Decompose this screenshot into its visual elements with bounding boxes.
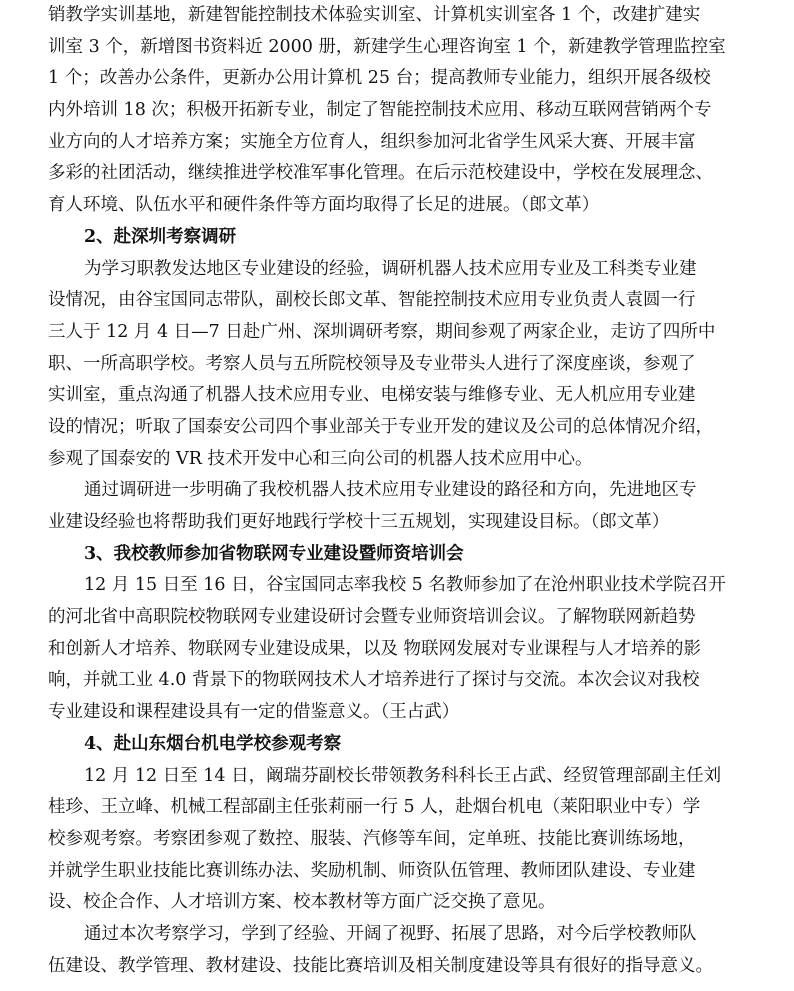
paragraph-line: 响，并就工业 4.0 背景下的物联网技术人才培养进行了探讨与交流。本次会议对我校: [48, 670, 700, 691]
paragraph-line: 为学习职教发达地区专业建设的经验，调研机器人技术应用专业及工科类专业建: [84, 258, 697, 279]
paragraph-line: 内外培训 18 次；积极开拓新专业，制定了智能控制技术应用、移动互联网营销两个专: [48, 100, 712, 121]
paragraph-line: 业建设经验也将帮助我们更好地践行学校十三五规划，实现建设目标。（郎文革）: [48, 512, 670, 532]
paragraph-line: 设的情况；听取了国泰安公司四个事业部关于专业开发的建议及公司的总体情况介绍，: [48, 416, 713, 437]
section-heading: 2、赴深圳考察调研: [84, 226, 237, 247]
paragraph-line: 桂珍、王立峰、机械工程部副主任张莉丽一行 5 人，赴烟台机电（莱阳职业中专）学: [48, 797, 701, 818]
paragraph-line: 实训室，重点沟通了机器人技术应用专业、电梯安装与维修专业、无人机应用专业建: [48, 385, 696, 406]
paragraph-line: 参观了国泰安的 VR 技术开发中心和三向公司的机器人技术应用中心。: [48, 448, 593, 469]
paragraph-line: 设情况，由谷宝国同志带队，副校长郎文革、智能控制技术应用专业负责人袁圆一行: [48, 290, 696, 311]
paragraph-line: 的河北省中高职院校物联网专业建设研讨会暨专业师资培训会议。了解物联网新趋势: [48, 607, 696, 628]
paragraph-line: 多彩的社团活动，继续推进学校准军事化管理。在后示范校建设中，学校在发展理念、: [48, 163, 713, 184]
paragraph-line: 专业建设和课程建设具有一定的借鉴意义。（王占武）: [48, 702, 460, 723]
document-body: [48, 0, 748, 982]
paragraph-line: 训室 3 个，新增图书资料近 2000 册，新建学生心理咨询室 1 个，新建教学管理监控室: [48, 36, 726, 57]
paragraph-line: 职、一所高职学校。考察人员与五所院校领导及专业带头人进行了深度座谈，参观了: [48, 353, 696, 374]
paragraph-line: 12 月 12 日至 14 日，阚瑞芬副校长带领教务科科长王占武、经贸管理部副主任刘: [84, 765, 722, 786]
paragraph-line: 业方向的人才培养方案；实施全方位育人，组织参加河北省学生风采大赛、开展丰富: [48, 131, 696, 152]
paragraph-line: 12 月 15 日至 16 日，谷宝国同志率我校 5 名教师参加了在沧州职业技术学院召开: [84, 575, 726, 596]
paragraph-line: 三人于 12 月 4 日—7 日赴广州、深圳调研考察，期间参观了两家企业，走访了四所中: [48, 321, 716, 342]
paragraph-line: 销教学实训基地，新建智能控制技术体验实训室、计算机实训室各 1 个，改建扩建实: [48, 5, 701, 25]
paragraph-line: 伍建设、教学管理、教材建设、技能比赛培训及相关制度建设等具有很好的指导意义。: [48, 955, 713, 976]
paragraph-line: 通过调研进一步明确了我校机器人技术应用专业建设的路径和方向，先进地区专: [84, 480, 697, 501]
paragraph-line: 并就学生职业技能比赛训练办法、奖励机制、师资队伍管理、教师团队建设、专业建: [48, 860, 696, 881]
paragraph-line: 育人环境、队伍水平和硬件条件等方面均取得了长足的进展。（郎文革）: [48, 195, 600, 216]
paragraph-line: 设、校企合作、人才培训方案、校本教材等方面广泛交换了意见。: [48, 892, 556, 913]
paragraph-line: 校参观考察。考察团参观了数控、服装、汽修等车间，定单班、技能比赛训练场地，: [48, 828, 696, 849]
paragraph-line: 和创新人才培养、物联网专业建设成果，以及 物联网发展对专业课程与人才培养的影: [48, 638, 702, 659]
section-heading: 3、我校教师参加省物联网专业建设暨师资培训会: [84, 543, 464, 564]
paragraph-line: 通过本次考察学习，学到了经验、开阔了视野、拓展了思路，对今后学校教师队: [84, 923, 697, 944]
paragraph-line: 1 个；改善办公条件，更新办公用计算机 25 台；提高教师专业能力，组织开展各级校: [48, 68, 711, 89]
section-heading: 4、赴山东烟台机电学校参观考察: [84, 733, 342, 754]
